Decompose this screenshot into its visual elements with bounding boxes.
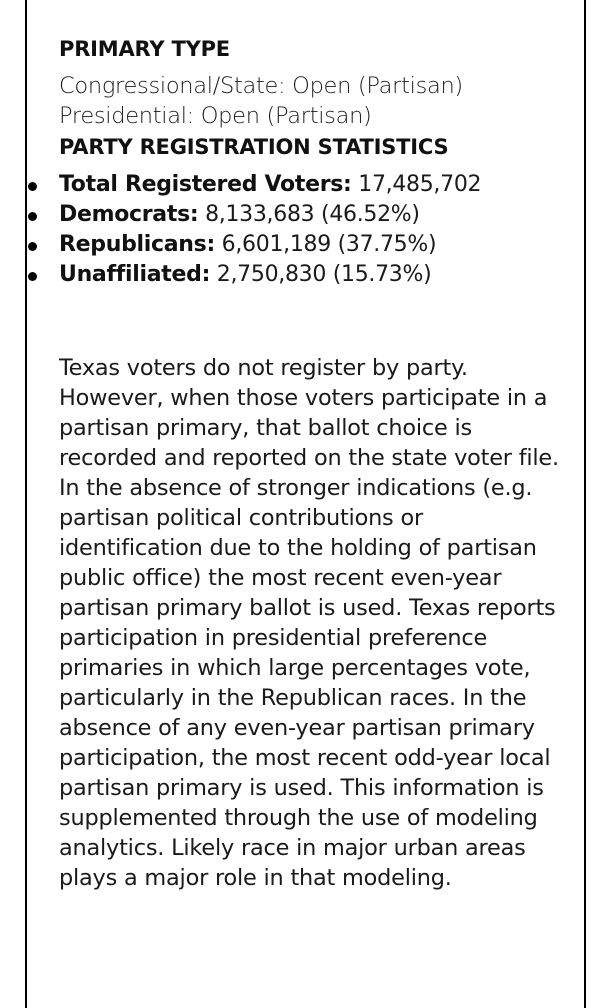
bullet-icon xyxy=(28,212,37,221)
stat-value: 2,750,830 (15.73%) xyxy=(216,262,432,287)
bullet-icon xyxy=(28,182,37,191)
stat-value: 6,601,189 (37.75%) xyxy=(221,232,437,257)
voter-registration-note: Texas voters do not register by party. However, when those voters participate in a partisan primary, that ballot choice is recorded and reported on the state voter file. In the absence of stronger indications (e.g. partisan political contributions or identification due to the holding of partisan public office) the most recent even-year partisan primary ballot is used. Texas reports participation in presidential preference primaries in which large percentages vote, particularly in the Republican races. In the absence of any even-year partisan primary participation, the most recent odd-year local partisan primary is used. This information is supplemented through the use of modeling analytics. Likely race in major urban areas plays a major role in that modeling. xyxy=(59,355,559,891)
stat-value: 17,485,702 xyxy=(358,172,482,197)
congressional-state-primary: Congressional/State: Open (Partisan) xyxy=(59,73,463,99)
bullet-icon xyxy=(28,272,37,281)
primary-type-heading: PRIMARY TYPE xyxy=(59,37,230,61)
stat-label: Total Registered Voters: xyxy=(59,172,352,197)
stat-label: Republicans: xyxy=(59,232,215,257)
stat-label: Democrats: xyxy=(59,202,199,227)
stat-value: 8,133,683 (46.52%) xyxy=(205,202,420,227)
presidential-primary: Presidential: Open (Partisan) xyxy=(59,103,372,129)
stat-label: Unaffiliated: xyxy=(59,262,211,287)
party-registration-heading: PARTY REGISTRATION STATISTICS xyxy=(59,135,449,159)
bullet-icon xyxy=(28,242,37,251)
